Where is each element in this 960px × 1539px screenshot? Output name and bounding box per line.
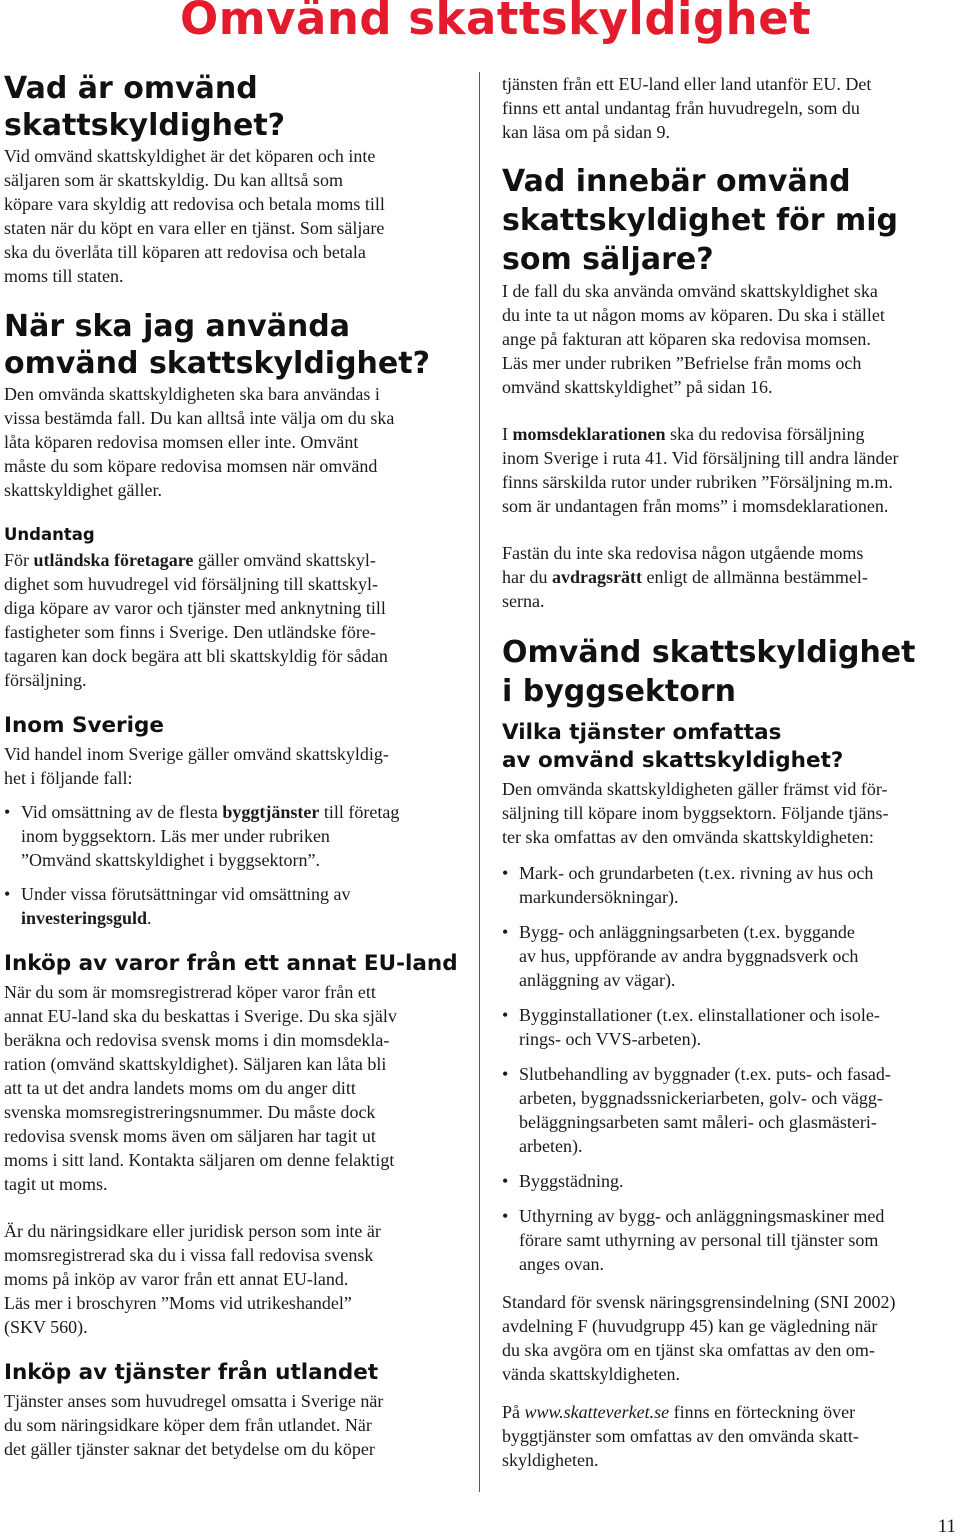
para-what-is: Vid omvänd skattskyldighet är det köparen och inte säljaren som är skattskyldig. Du kan alltså som köpare vara skyldig att redovisa och betala moms till staten när du köpt en vara eller en tjänst. Som säljare ska du överlåta till köparen att redovisa och betala moms till staten.: [4, 146, 385, 286]
section-eu-goods: [4, 950, 468, 1339]
left-column: [4, 70, 468, 1461]
list-item: • Uthyrning av bygg- och anläggningsmaskiner med förare samt uthyrning av personal till tjänster som anges ovan.: [502, 1206, 885, 1274]
para-construction-intro: Den omvända skattskyldigheten gäller främst vid för- säljning till köpare inom byggsektorn. Följande tjäns- ter ska omfattas av den omvända skattskyldigheten:: [502, 779, 889, 847]
section-what-is: [4, 70, 468, 288]
para-sni: Standard för svensk näringsgrensindelning (SNI 2002) avdelning F (huvudgrupp 45) kan ge vägledning när du ska avgöra om en tjänst ska omfattas av den om- vända skattskyldigheten.: [502, 1292, 896, 1384]
subheading-which-services: Vilka tjänster omfattas av omvänd skattskyldighet?: [502, 720, 844, 773]
list-within-sweden: [4, 800, 468, 930]
section-foreign-services: [4, 1359, 468, 1461]
section-when-to-use: [4, 308, 468, 502]
heading-when-to-use: När ska jag använda omvänd skattskyldighet?: [4, 309, 431, 381]
para-as-seller-3: Fastän du inte ska redovisa någon utgående moms har du avdragsrätt enligt de allmänna bestämmel- serna.: [502, 543, 868, 611]
right-column: [502, 72, 957, 1472]
heading-construction: Omvänd skattskyldighet i byggsektorn: [502, 635, 916, 709]
heading-what-is: Vad är omvänd skattskyldighet?: [4, 71, 286, 143]
heading-exception: Undantag: [4, 525, 95, 544]
list-item: • Bygg- och anläggningsarbeten (t.ex. byggande av hus, uppförande av andra byggnadsverk och anläggning av vägar).: [502, 922, 859, 990]
para-exception: För utländska företagare gäller omvänd skattskyl- dighet som huvudregel vid försäljning till skattskyl- diga köpare av varor och tjänster med anknytning till fastigheter som finns i Sverige. Den utländske före- tagaren kan dock begära att bli skattskyldig för sådan försäljning.: [4, 550, 388, 690]
para-website: På www.skatteverket.se finns en förteckning över byggtjänster som omfattas av den omvända skatt- skyldigheten.: [502, 1402, 859, 1470]
list-construction-services: [502, 861, 957, 1276]
page-title: Omvänd skattskyldighet: [180, 0, 812, 45]
list-item: • Vid omsättning av de flesta byggtjänster till företag inom byggsektorn. Läs mer under rubriken ”Omvänd skattskyldighet i byggsektorn”.: [4, 802, 400, 870]
para-within-sweden: Vid handel inom Sverige gäller omvänd skattskyldig- het i följande fall:: [4, 744, 389, 788]
para-eu-goods-2: Är du näringsidkare eller juridisk person som inte är momsregistrerad ska du i vissa fall redovisa svensk moms på inköp av varor från ett annat EU-land. Läs mer i broschyren ”Moms vid utrikeshandel” (SKV 560).: [4, 1221, 381, 1337]
heading-as-seller: Vad innebär omvänd skattskyldighet för mig som säljare?: [502, 164, 899, 277]
para-as-seller-1: I de fall du ska använda omvänd skattskyldighet ska du inte ta ut någon moms av köparen. Du ska i stället ange på fakturan att köparen ska redovisa momsen. Läs mer under rubriken ”Befrielse från moms och omvänd skattskyldighet” på sidan 16.: [502, 281, 885, 397]
para-eu-goods-1: När du som är momsregistrerad köper varor från ett annat EU-land ska du beskattas i Sverige. Du ska själv beräkna och redovisa svensk moms i din momsdekla- ration (omvänd skattskyldighet). Säljaren kan låta bli att ta ut det andra landets moms om du anger ditt svenska momsregistreringsnummer. Du måste dock redovisa svensk moms även om säljaren har tagit ut moms i sitt land. Kontakta säljaren om denne felaktigt tagit ut moms.: [4, 982, 397, 1194]
section-as-seller: [502, 162, 957, 613]
para-foreign-services: Tjänster anses som huvudregel omsatta i Sverige när du som näringsidkare köper dem från utlandet. När det gäller tjänster saknar det betydelse om du köper: [4, 1391, 384, 1459]
list-item: • Mark- och grundarbeten (t.ex. rivning av hus och markundersökningar).: [502, 863, 874, 907]
para-continued: tjänsten från ett EU-land eller land utanför EU. Det finns ett antal undantag från huvudregeln, som du kan läsa om på sidan 9.: [502, 74, 872, 142]
para-when-to-use: Den omvända skattskyldigheten ska bara användas i vissa bestämda fall. Du kan alltså inte välja om du ska låta köparen redovisa momsen eller inte. Omvänt måste du som köpare redovisa momsen när omvänd skattskyldighet gäller.: [4, 384, 395, 500]
section-within-sweden: [4, 712, 468, 930]
section-construction: [502, 633, 957, 1472]
list-item: • Byggstädning.: [502, 1171, 624, 1191]
para-as-seller-2: I momsdeklarationen ska du redovisa försäljning inom Sverige i ruta 41. Vid försäljning till andra länder finns särskilda rutor under rubriken ”Försäljning m.m. som är undantagen från moms” i momsdeklarationen.: [502, 424, 899, 516]
list-item: • Slutbehandling av byggnader (t.ex. puts- och fasad- arbeten, byggnadssnickeriarbeten, golv- och vägg- beläggningsarbeten samt måleri- och glasmästeri- arbeten).: [502, 1064, 891, 1156]
list-item: • Under vissa förutsättningar vid omsättning av investeringsguld.: [4, 884, 351, 928]
heading-eu-goods: Inköp av varor från ett annat EU-land: [4, 951, 458, 976]
section-exception: [4, 524, 468, 692]
list-item: • Bygginstallationer (t.ex. elinstallationer och isole- rings- och VVS-arbeten).: [502, 1005, 880, 1049]
skatteverket-link[interactable]: www.skatteverket.se: [524, 1402, 670, 1422]
column-divider: [479, 72, 480, 1492]
page-number: 11: [937, 1516, 956, 1537]
heading-within-sweden: Inom Sverige: [4, 713, 164, 738]
heading-foreign-services: Inköp av tjänster från utlandet: [4, 1360, 379, 1385]
